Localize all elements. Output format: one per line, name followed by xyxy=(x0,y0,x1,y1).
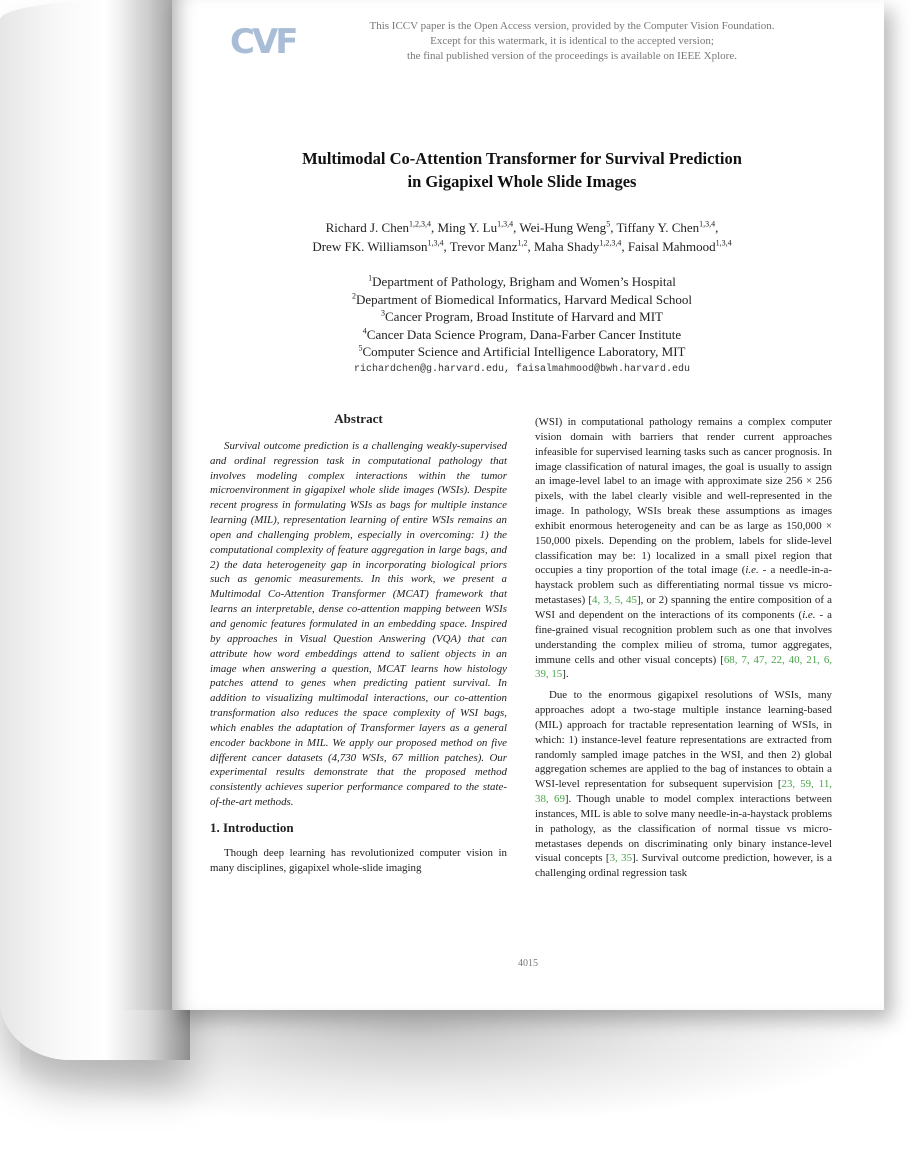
left-column xyxy=(210,412,507,875)
citation-link[interactable]: 4, 3, 5, 45 xyxy=(592,594,637,607)
citation-link[interactable]: 68, 7, 47, 22, 40, 21, 6, 39, 15 xyxy=(535,653,832,681)
affiliation: $^5$Computer Science and Artificial Intelligence Laboratory, MIT xyxy=(358,343,686,359)
abstract-text: Survival outcome prediction is a challenging weakly-supervised and ordinal regression task in computational pathology that involves modeling complex interactions within the tumor microenvironment in gigapixel whole slide images (WSIs). Despite recent progress in formulating WSIs as bags for multiple instance learning (MIL), representation learning of entire WSIs remains an open and challenging problem, especially in overcoming: 1) the computational complexity of feature aggregation in large bags, and 2) the data heterogeneity gap in incorporating biological priors such as genomic measurements. In this work, we present a Multimodal Co-Attention Transformer (MCAT) framework that learns an interpretable, dense co-attention mapping between WSIs and genomic features formulated in an embedding space. Inspired by approaches in Visual Question Answering (VQA) that can attribute how word embeddings attend to salient objects in an image when answering a question, MCAT learns how histology patches attend to genes when predicting patient survival. In addition to visualizing multimodal interactions, our co-attention transformation also reduces the space complexity of WSI bags, which enables the adaptation of Transformer layers as a general encoder backbone in MIL. We apply our proposed method on five different cancer datasets (4,730 WSIs, 67 million patches). Our experimental results demonstrate that the proposed method consistently achieves superior performance compared to the state-of-the-art methods. xyxy=(210,439,507,809)
citation-link[interactable]: 23, 59, 11, 38, 69 xyxy=(535,778,832,806)
body-paragraph: Due to the enormous gigapixel resolutions of WSIs, many approaches adopt a two-stage multiple instance learning-based (MIL) approach for tractable representation learning of WSIs, in which: 1) instance-level feature representations are extracted from randomly sampled image patches in the WSI, and then 2) global aggregation schemes are applied to the bag of instances to obtain a WSI-level representation for subsequent supervision [23, 59, 11, 38, 69]. Though unable to model complex interactions between instances, MIL is able to solve many needle-in-a-haystack problems in pathology, as the classification of normal tissue vs micro-metastases depends on discriminating only binary instance-level visual concepts [3, 35]. Survival outcome prediction, however, is a challenging ordinal regression task xyxy=(535,689,832,880)
open-access-watermark: This ICCV paper is the Open Access version, provided by the Computer Vision Foundation. Except for this watermark, it is identical to the accepted version; the final published version of the proceedings is available on IEEE Xplore. xyxy=(369,20,775,62)
author-line-1: Richard J. Chen$^{1,2,3,4}$, Ming Y. Lu$^{1,3,4}$, Wei-Hung Weng$^5$, Tiffany Y. Chen$^{1,3,4}$, xyxy=(325,219,719,235)
paper-title: Multimodal Co-Attention Transformer for Survival Prediction in Gigapixel Whole Slide Images xyxy=(302,149,742,191)
author-emails: richardchen@g.harvard.edu, faisalmahmood@bwh.harvard.edu xyxy=(353,364,691,375)
abstract-heading: Abstract xyxy=(334,411,383,426)
author-list xyxy=(212,218,832,256)
affiliations xyxy=(212,273,832,361)
curled-page xyxy=(0,0,190,1060)
introduction-heading: 1. Introduction xyxy=(210,819,294,835)
affiliation: $^2$Department of Biomedical Informatics, Harvard Medical School xyxy=(351,291,693,307)
affiliation: $^1$Department of Pathology, Brigham and Women’s Hospital xyxy=(368,273,676,289)
cvf-logo: CVF xyxy=(230,22,296,62)
page-number: 4015 xyxy=(518,958,538,969)
introduction-text: Though deep learning has revolutionized computer vision in many disciplines, gigapixel whole-slide imaging xyxy=(210,846,507,874)
affiliation: $^4$Cancer Data Science Program, Dana-Farber Cancer Institute xyxy=(362,326,682,342)
body-paragraph: (WSI) in computational pathology remains a complex computer vision domain with barriers that render current approaches infeasible for supervised learning tasks such as cancer prognosis. In image classification of natural images, the goal is usually to assign an image-level label to an image with approximate size 256 × 256 pixels, with the label clearly visible and well-represented in the image. In pathology, WSIs break these assumptions as images exhibit enormous heterogeneity and can be as large as 150,000 × 150,000 pixels. Depending on the problem, labels for slide-level classification may be: 1) localized in a small pixel region that occupies a tiny proportion of the total image (i.e. - a needle-in-a-haystack problem such as differentiating normal tissue vs micro-metastases) [4, 3, 5, 45], or 2) spanning the entire composition of a WSI and dependent on the interactions of its components (i.e. - a fine-grained visual recognition problem such as one that involves understanding the complex milieu of stroma, tumor aggregates, immune cells and other visual concepts) [68, 7, 47, 22, 40, 21, 6, 39, 15]. xyxy=(535,416,832,681)
citation-link[interactable]: 3, 35 xyxy=(609,852,633,865)
right-column xyxy=(535,415,832,881)
affiliation: $^3$Cancer Program, Broad Institute of Harvard and MIT xyxy=(381,308,663,324)
paper-page xyxy=(172,0,884,1010)
author-line-2: Drew FK. Williamson$^{1,3,4}$, Trevor Manz$^{1,2}$, Maha Shady$^{1,2,3,4}$, Faisal Mahmood$^{1,3,4}$ xyxy=(312,238,732,254)
